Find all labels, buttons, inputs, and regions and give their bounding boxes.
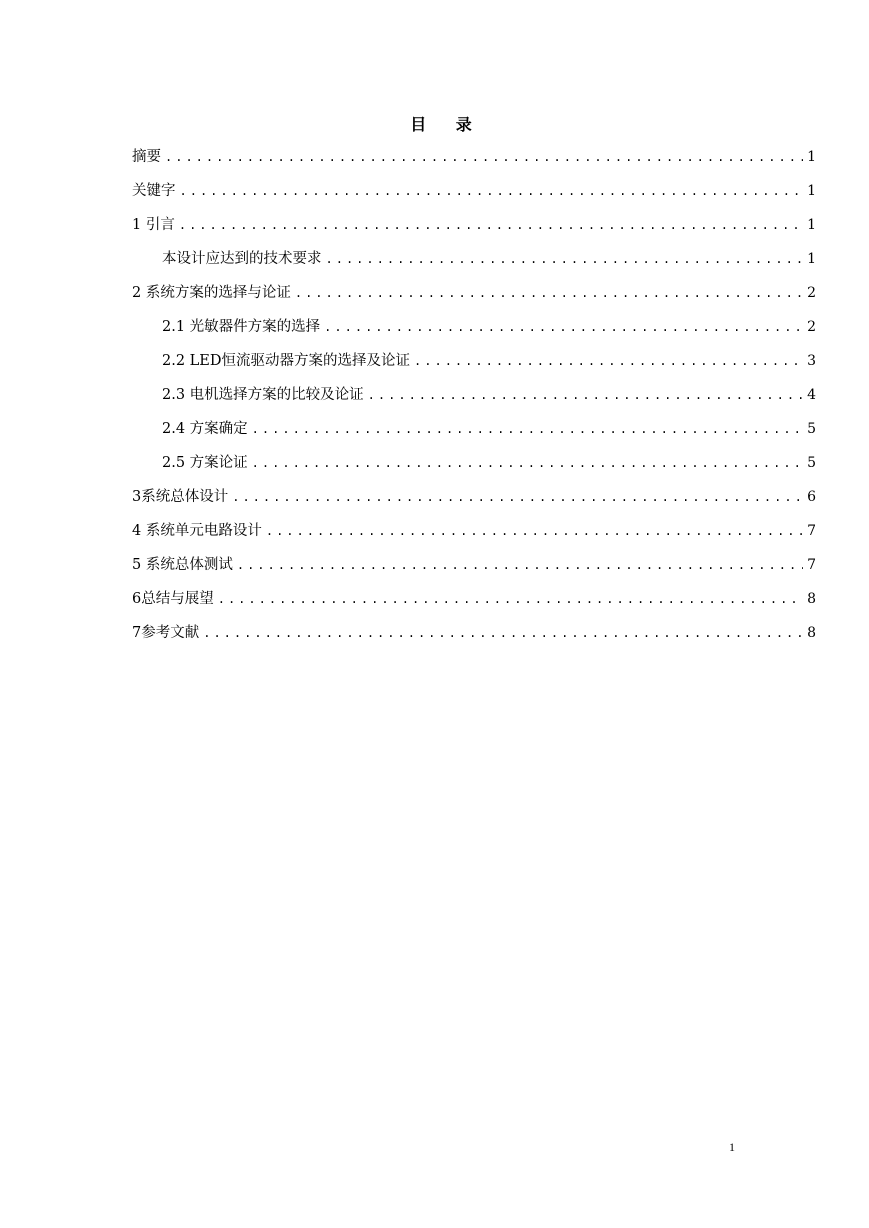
toc-entry-text: 摘要 (132, 149, 161, 165)
toc-entry[interactable] (132, 208, 816, 242)
toc-page-number: 6 (807, 489, 816, 505)
toc-entry-text: 2.2 LED恒流驱动器方案的选择及论证 (162, 353, 411, 369)
toc-entry[interactable] (132, 446, 816, 480)
toc-page-number: 1 (807, 217, 816, 233)
toc-entry[interactable] (132, 480, 816, 514)
page-number: 1 (729, 1140, 735, 1154)
toc-entry[interactable] (132, 310, 816, 344)
toc-entry[interactable] (132, 378, 816, 412)
toc-page-number: 7 (807, 557, 816, 573)
toc-page-number: 1 (807, 149, 816, 165)
toc-page-number: 7 (807, 523, 816, 539)
toc-entry[interactable] (132, 582, 816, 616)
toc-entry[interactable] (132, 344, 816, 378)
toc-entry[interactable] (132, 140, 816, 174)
toc-page-number: 3 (807, 353, 816, 369)
toc-entry[interactable] (132, 514, 816, 548)
toc-leader-dots (324, 310, 803, 344)
toc-entry-text: 2.1 光敏器件方案的选择 (162, 319, 321, 335)
toc-entry[interactable] (132, 616, 816, 650)
toc-entry-text: 6总结与展望 (132, 591, 214, 607)
toc-leader-dots (180, 174, 804, 208)
toc-entry[interactable] (132, 276, 816, 310)
toc-leader-dots (179, 208, 803, 242)
toc-entry[interactable] (132, 242, 816, 276)
toc-page-number: 4 (807, 387, 816, 403)
toc-page-number: 2 (807, 285, 816, 301)
toc-entry-text: 2.4 方案确定 (162, 421, 248, 437)
toc-entry-text: 2 系统方案的选择与论证 (132, 285, 291, 301)
toc-page-number: 2 (807, 319, 816, 335)
toc-entry-text: 1 引言 (132, 217, 175, 233)
toc-entry-text: 本设计应达到的技术要求 (162, 251, 322, 267)
toc-leader-dots (252, 446, 803, 480)
toc-leader-dots (252, 412, 803, 446)
toc-leader-dots (203, 616, 803, 650)
toc-page-number: 8 (807, 591, 816, 607)
toc-entry[interactable] (132, 412, 816, 446)
toc-entry-text: 5 系统总体测试 (132, 557, 233, 573)
toc-page-number: 1 (807, 183, 816, 199)
toc-leader-dots (218, 582, 803, 616)
toc-page-number: 5 (807, 455, 816, 471)
toc-page-number: 5 (807, 421, 816, 437)
toc-leader-dots (414, 344, 803, 378)
toc-leader-dots (232, 480, 803, 514)
toc-entry[interactable] (132, 548, 816, 582)
toc-leader-dots (266, 514, 803, 548)
toc-leader-dots (368, 378, 803, 412)
toc-leader-dots (295, 276, 803, 310)
toc-entry-text: 关键字 (132, 183, 176, 199)
toc-entry-text: 4 系统单元电路设计 (132, 523, 262, 539)
toc-leader-dots (165, 140, 803, 174)
toc-entry-text: 7参考文献 (132, 625, 200, 641)
toc-list (132, 140, 816, 650)
toc-entry-text: 2.5 方案论证 (162, 455, 248, 471)
toc-entry-text: 2.3 电机选择方案的比较及论证 (162, 387, 364, 403)
toc-entry-text: 3系统总体设计 (132, 489, 229, 505)
toc-page-number: 8 (807, 625, 816, 641)
toc-leader-dots (237, 548, 803, 582)
toc-title: 目 录 (410, 115, 484, 134)
toc-leader-dots (326, 242, 804, 276)
toc-page-number: 1 (807, 251, 816, 267)
toc-entry[interactable] (132, 174, 816, 208)
